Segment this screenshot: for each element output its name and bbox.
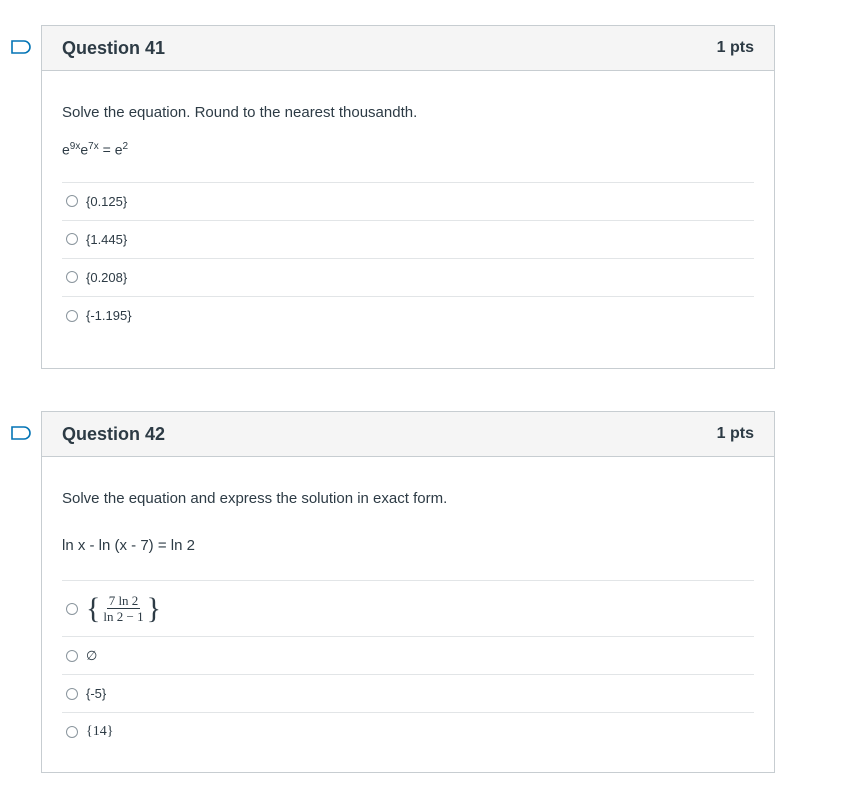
radio-button[interactable] xyxy=(66,310,78,322)
answer-label: {-1.195} xyxy=(86,308,132,324)
radio-button[interactable] xyxy=(66,233,78,245)
question-equation: $e^{9x}e^{7x} = e^2$ xyxy=(62,141,129,158)
answer-label: {0.125} xyxy=(86,193,128,209)
answer-fraction xyxy=(86,593,161,624)
fraction-denominator: ln 2 − 1 xyxy=(103,609,144,624)
question-41-header xyxy=(42,26,774,71)
fraction-numerator: 7 ln 2 xyxy=(108,593,139,608)
answer-option[interactable] xyxy=(62,637,754,675)
answer-option[interactable] xyxy=(62,297,754,335)
radio-button[interactable] xyxy=(66,650,78,662)
flag-question-icon[interactable] xyxy=(11,40,31,54)
question-prompt: Solve the equation and express the solution in exact form. xyxy=(62,490,448,507)
question-41-card xyxy=(41,25,775,369)
question-prompt: Solve the equation. Round to the nearest thousandth. xyxy=(62,104,418,121)
question-points: 1 pts xyxy=(716,39,754,56)
question-points: 1 pts xyxy=(716,425,754,442)
answer-option[interactable] xyxy=(62,713,754,751)
question-title: Question 41 xyxy=(62,37,166,58)
radio-button[interactable] xyxy=(66,688,78,700)
right-brace: } xyxy=(146,591,162,625)
answer-label: ∅ xyxy=(86,647,98,663)
flag-question-icon[interactable] xyxy=(11,426,31,440)
answer-option[interactable] xyxy=(62,259,754,297)
answer-label: {14} xyxy=(86,724,114,739)
answer-label: {0.208} xyxy=(86,269,128,285)
question-title: Question 42 xyxy=(62,423,166,444)
answer-label: {-5} xyxy=(86,686,107,701)
question-equation: ln x - ln (x - 7) = ln 2 xyxy=(62,537,195,554)
answer-list xyxy=(62,580,754,751)
radio-button[interactable] xyxy=(66,271,78,283)
answer-option[interactable] xyxy=(62,675,754,713)
answer-list xyxy=(62,182,754,335)
radio-button[interactable] xyxy=(66,603,78,615)
question-42-card xyxy=(41,411,775,773)
answer-label: {1.445} xyxy=(86,231,128,247)
answer-option[interactable] xyxy=(62,221,754,259)
answer-option[interactable] xyxy=(62,581,754,637)
answer-option[interactable] xyxy=(62,183,754,221)
question-42-header xyxy=(42,412,774,457)
radio-button[interactable] xyxy=(66,195,78,207)
left-brace: { xyxy=(86,591,101,625)
radio-button[interactable] xyxy=(66,726,78,738)
